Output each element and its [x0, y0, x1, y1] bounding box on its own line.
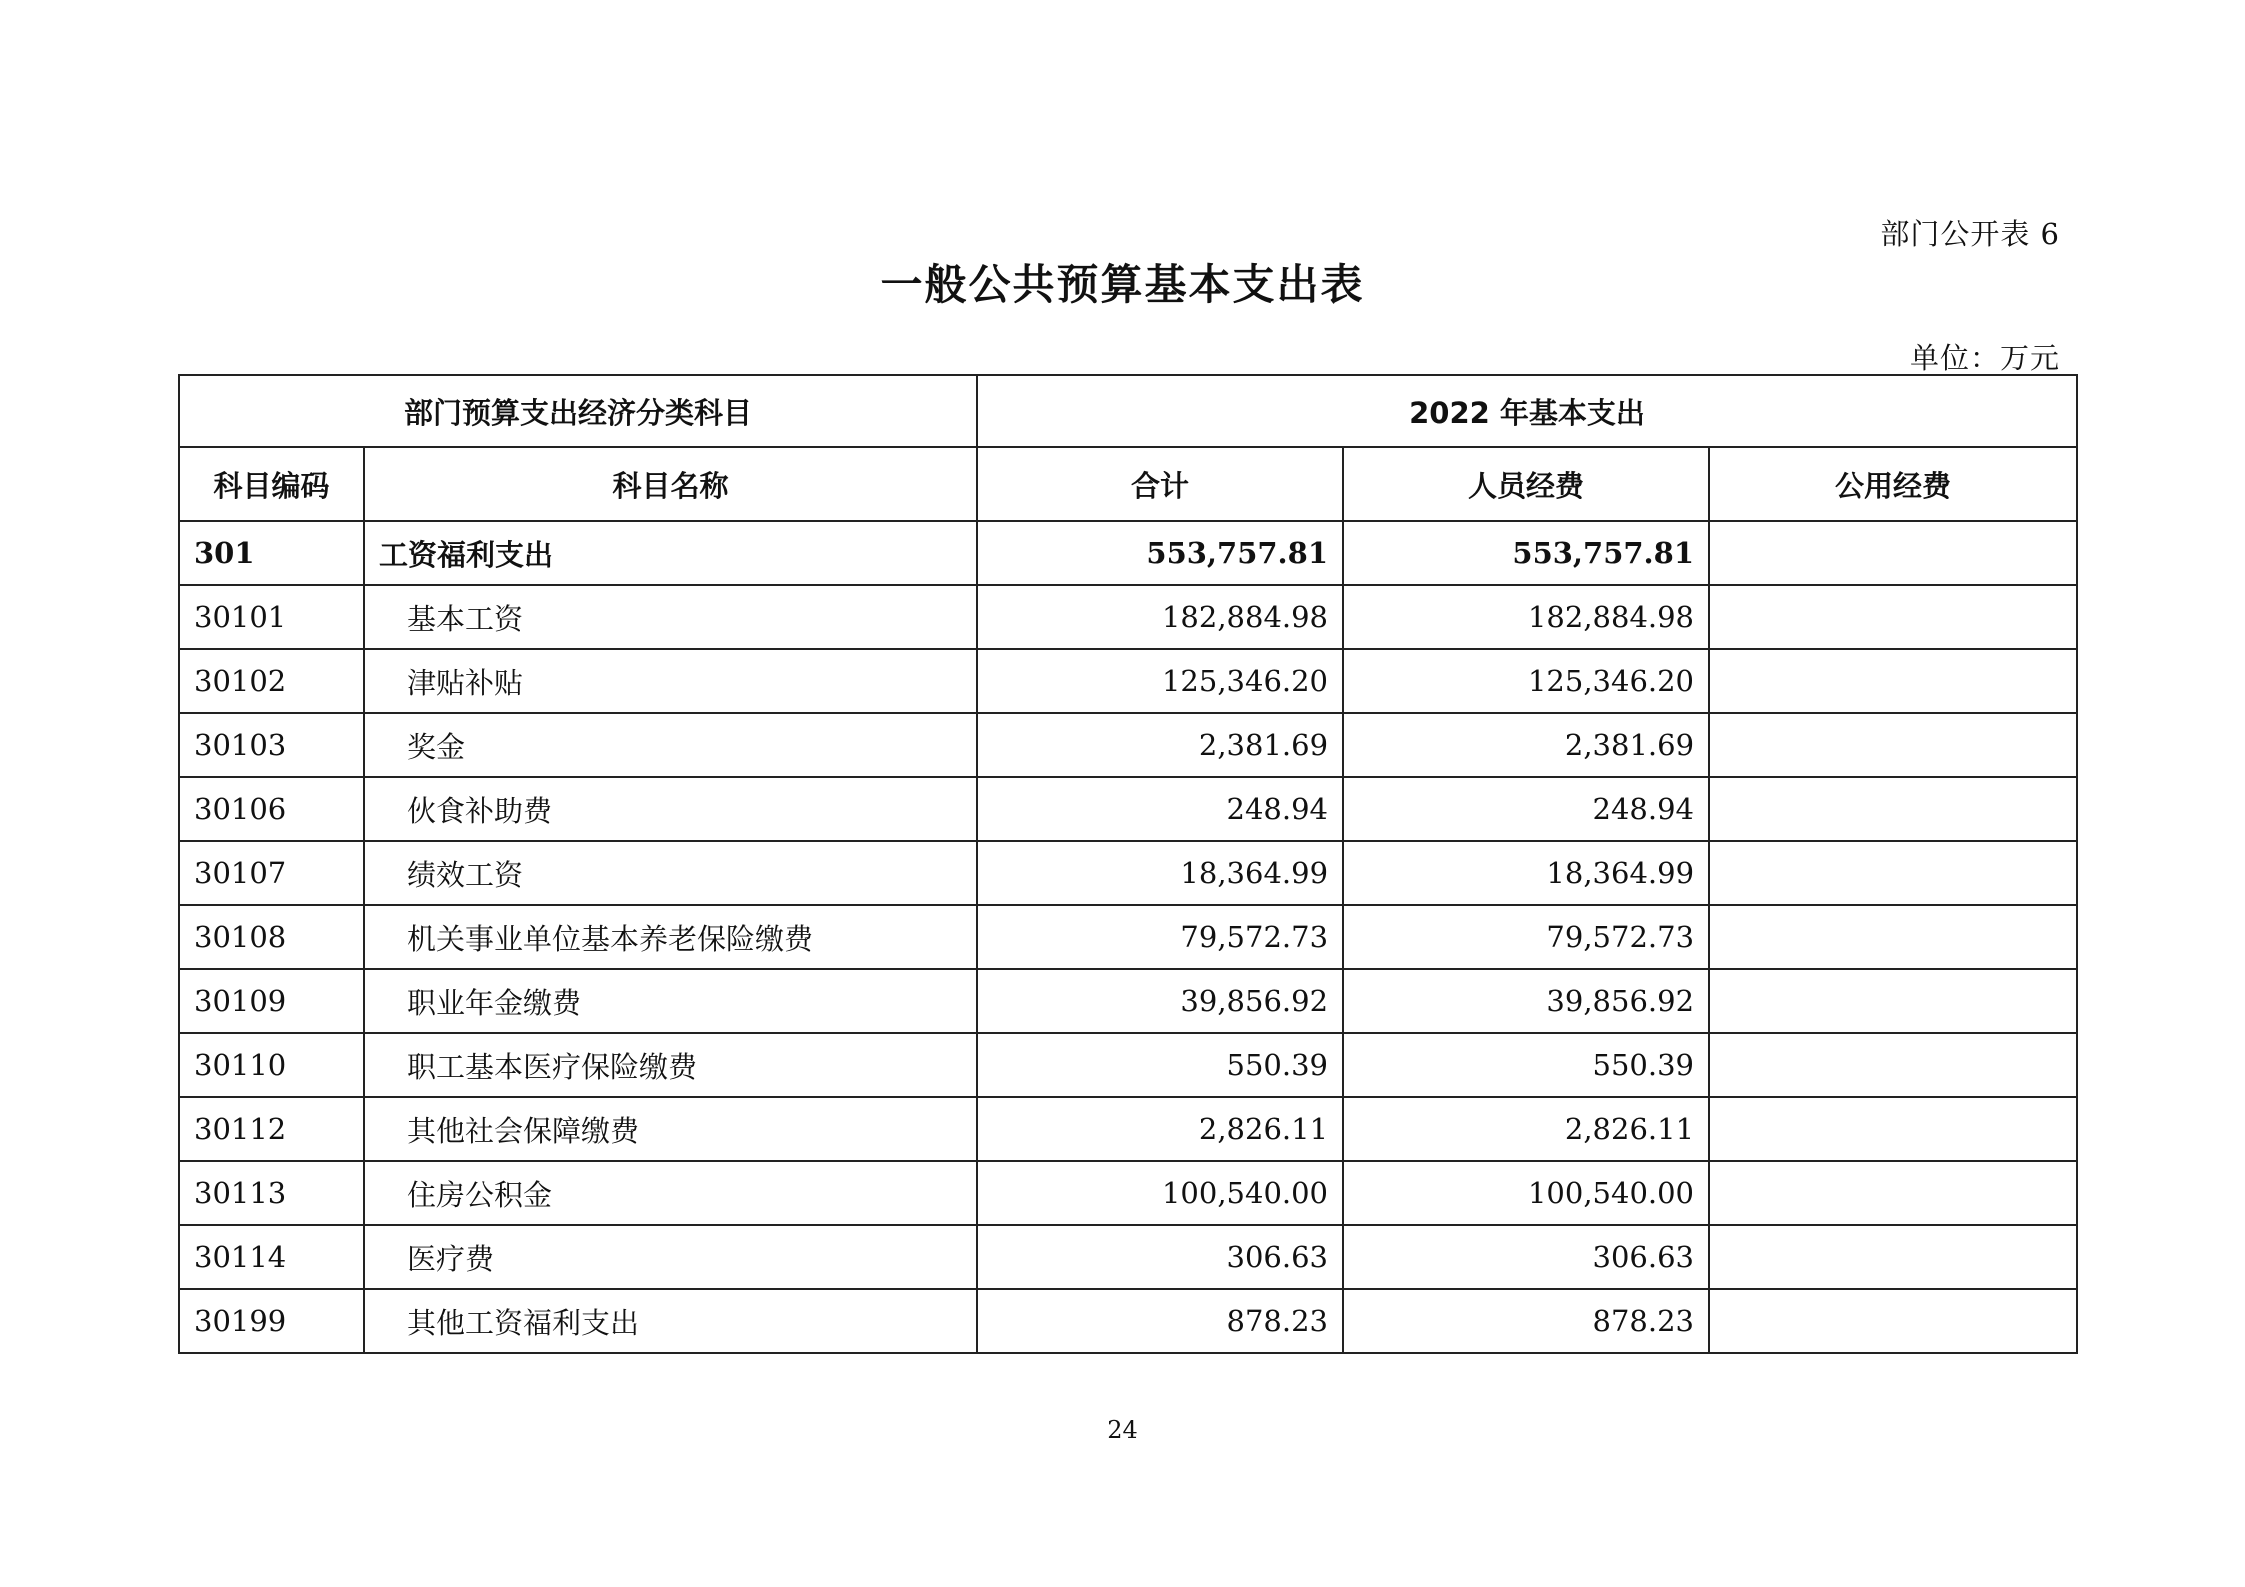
page-title: 一般公共预算基本支出表: [880, 260, 1365, 309]
classification-group-header: 部门预算支出经济分类科目: [179, 375, 977, 447]
cell-code: 30112: [179, 1097, 364, 1161]
cell-public: [1709, 585, 2077, 649]
cell-personnel: 553,757.81: [1343, 521, 1709, 585]
cell-total: 306.63: [977, 1225, 1343, 1289]
cell-public: [1709, 521, 2077, 585]
cell-code: 30101: [179, 585, 364, 649]
cell-personnel: 39,856.92: [1343, 969, 1709, 1033]
cell-code: 30109: [179, 969, 364, 1033]
cell-name: 伙食补助费: [364, 777, 977, 841]
table-row: [179, 1289, 2077, 1353]
table-row: [179, 585, 2077, 649]
cell-personnel: 79,572.73: [1343, 905, 1709, 969]
table-row: [179, 969, 2077, 1033]
budget-table: [178, 374, 2078, 1354]
cell-code: 30103: [179, 713, 364, 777]
column-header-personnel: 人员经费: [1343, 447, 1709, 521]
cell-total: 2,826.11: [977, 1097, 1343, 1161]
form-label: 部门公开表 6: [1880, 217, 2060, 251]
cell-total: 18,364.99: [977, 841, 1343, 905]
table-row: [179, 521, 2077, 585]
cell-public: [1709, 777, 2077, 841]
cell-total: 550.39: [977, 1033, 1343, 1097]
cell-name: 机关事业单位基本养老保险缴费: [364, 905, 977, 969]
cell-code: 301: [179, 521, 364, 585]
cell-code: 30102: [179, 649, 364, 713]
cell-code: 30199: [179, 1289, 364, 1353]
table-row: [179, 1161, 2077, 1225]
cell-name: 绩效工资: [364, 841, 977, 905]
cell-name: 职业年金缴费: [364, 969, 977, 1033]
table-row: [179, 649, 2077, 713]
cell-personnel: 248.94: [1343, 777, 1709, 841]
cell-total: 182,884.98: [977, 585, 1343, 649]
column-header-public: 公用经费: [1709, 447, 2077, 521]
cell-public: [1709, 841, 2077, 905]
cell-name: 职工基本医疗保险缴费: [364, 1033, 977, 1097]
column-header-name: 科目名称: [364, 447, 977, 521]
cell-total: 2,381.69: [977, 713, 1343, 777]
cell-personnel: 125,346.20: [1343, 649, 1709, 713]
cell-personnel: 2,381.69: [1343, 713, 1709, 777]
table-row: [179, 905, 2077, 969]
cell-public: [1709, 713, 2077, 777]
table-row: [179, 713, 2077, 777]
cell-code: 30113: [179, 1161, 364, 1225]
cell-public: [1709, 1097, 2077, 1161]
cell-name: 基本工资: [364, 585, 977, 649]
table-body: [179, 521, 2077, 1353]
unit-label: 单位：万元: [1909, 341, 2060, 375]
cell-name: 工资福利支出: [364, 521, 977, 585]
cell-personnel: 18,364.99: [1343, 841, 1709, 905]
cell-code: 30107: [179, 841, 364, 905]
cell-personnel: 878.23: [1343, 1289, 1709, 1353]
cell-total: 100,540.00: [977, 1161, 1343, 1225]
cell-public: [1709, 1289, 2077, 1353]
table-row: [179, 1225, 2077, 1289]
cell-total: 39,856.92: [977, 969, 1343, 1033]
cell-total: 125,346.20: [977, 649, 1343, 713]
cell-name: 其他社会保障缴费: [364, 1097, 977, 1161]
cell-personnel: 2,826.11: [1343, 1097, 1709, 1161]
cell-public: [1709, 1225, 2077, 1289]
cell-personnel: 182,884.98: [1343, 585, 1709, 649]
cell-public: [1709, 1161, 2077, 1225]
table-row: [179, 1033, 2077, 1097]
table-row: [179, 841, 2077, 905]
cell-total: 878.23: [977, 1289, 1343, 1353]
column-header-total: 合计: [977, 447, 1343, 521]
cell-personnel: 306.63: [1343, 1225, 1709, 1289]
cell-name: 津贴补贴: [364, 649, 977, 713]
cell-name: 住房公积金: [364, 1161, 977, 1225]
cell-name: 奖金: [364, 713, 977, 777]
cell-code: 30108: [179, 905, 364, 969]
column-header-code: 科目编码: [179, 447, 364, 521]
cell-code: 30114: [179, 1225, 364, 1289]
cell-name: 医疗费: [364, 1225, 977, 1289]
cell-total: 79,572.73: [977, 905, 1343, 969]
cell-personnel: 100,540.00: [1343, 1161, 1709, 1225]
page-number: 24: [1107, 1416, 1138, 1444]
cell-code: 30110: [179, 1033, 364, 1097]
table-row: [179, 777, 2077, 841]
cell-total: 248.94: [977, 777, 1343, 841]
cell-public: [1709, 649, 2077, 713]
cell-public: [1709, 969, 2077, 1033]
cell-name: 其他工资福利支出: [364, 1289, 977, 1353]
table-row: [179, 1097, 2077, 1161]
cell-public: [1709, 905, 2077, 969]
cell-total: 553,757.81: [977, 521, 1343, 585]
cell-public: [1709, 1033, 2077, 1097]
expenditure-group-header: 2022 年基本支出: [977, 375, 2077, 447]
cell-personnel: 550.39: [1343, 1033, 1709, 1097]
cell-code: 30106: [179, 777, 364, 841]
